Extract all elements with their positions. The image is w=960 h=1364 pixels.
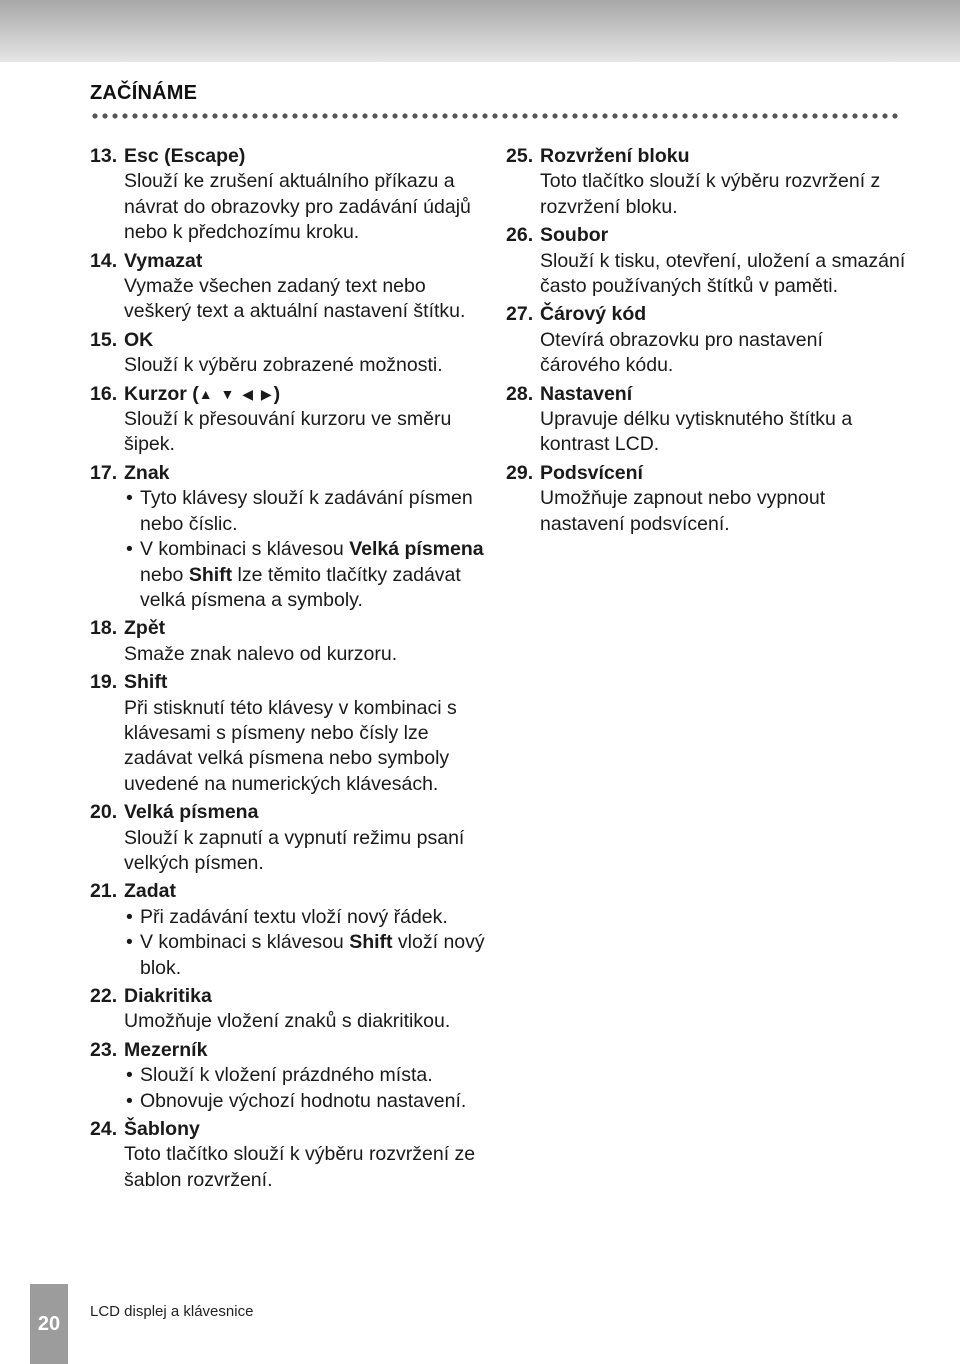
key-item-shift — [90, 670, 490, 797]
item-number: 14. — [90, 249, 118, 272]
item-number: 24. — [90, 1118, 118, 1141]
bullet-item — [124, 537, 490, 613]
item-number: 20. — [90, 801, 118, 824]
bullet-list — [90, 486, 490, 613]
key-item-mezernik — [90, 1038, 490, 1114]
key-item-diakritika — [90, 984, 490, 1035]
item-description: Slouží k přesouvání kurzoru ve směru šipek. — [124, 408, 452, 456]
item-title: Kurzor ( — [124, 382, 199, 405]
bullet-text: vloží nový blok. — [140, 931, 485, 979]
page-number-tab — [30, 1284, 68, 1364]
key-item-sablony — [90, 1117, 490, 1193]
item-title-close: ) — [273, 382, 281, 405]
item-description: Vymaže všechen zadaný text nebo veškerý text a aktuální nastavení štítku. — [124, 275, 466, 323]
key-item-podsviceni — [506, 461, 906, 537]
item-title: Znak — [124, 461, 170, 484]
bullet-text: V kombinaci s klávesou — [140, 538, 350, 561]
item-title: Esc (Escape) — [124, 145, 246, 167]
item-number: 19. — [90, 671, 118, 694]
page-number: 20 — [37, 1312, 61, 1335]
key-item-vymazat — [90, 249, 490, 325]
item-number: 21. — [90, 880, 118, 903]
item-title: Čárový kód — [540, 303, 647, 326]
item-number: 26. — [506, 224, 534, 247]
item-description: Slouží ke zrušení aktuálního příkazu a návrat do obrazovky pro zadávání údajů nebo k předchozímu kroku. — [124, 170, 471, 244]
item-title: Zpět — [124, 617, 166, 640]
key-name: Velká písmena — [349, 538, 484, 561]
item-title: Shift — [124, 671, 168, 694]
item-title: Rozvržení bloku — [540, 145, 690, 167]
dotted-divider — [90, 111, 900, 121]
key-name: Shift — [188, 563, 233, 586]
key-item-ok — [90, 328, 490, 379]
left-column — [90, 144, 490, 1196]
item-title: OK — [124, 328, 154, 351]
key-item-kurzor — [90, 382, 490, 458]
item-number: 15. — [90, 328, 118, 351]
arrow-keys-icon: ▲ ▼ ◀ ▶ — [198, 385, 274, 402]
chapter-label: LCD displej a klávesnice — [90, 1303, 254, 1320]
bullet-text: V kombinaci s klávesou — [140, 931, 350, 954]
item-description: Toto tlačítko slouží k výběru rozvržení z rozvržení bloku. — [540, 170, 881, 218]
item-title: Mezerník — [124, 1038, 208, 1061]
item-number: 18. — [90, 617, 118, 640]
item-title: Podsvícení — [540, 461, 643, 484]
item-title: Šablony — [124, 1118, 200, 1141]
item-description: Upravuje délku vytisknutého štítku a kontrast LCD. — [540, 408, 853, 456]
item-number: 25. — [506, 145, 534, 167]
item-title: Velká písmena — [124, 801, 259, 824]
right-column — [506, 144, 906, 540]
item-description: Toto tlačítko slouží k výběru rozvržení ze šablon rozvržení. — [124, 1143, 476, 1191]
item-description: Při stisknutí této klávesy v kombinaci s klávesami s písmeny nebo čísly lze zadávat velká písmena nebo symboly uvedené na numerických klávesách. — [124, 696, 457, 795]
bullet-item: • Slouží k vložení prázdného místa. — [124, 1063, 490, 1088]
item-title: Soubor — [540, 224, 609, 247]
item-title: Nastavení — [540, 382, 633, 405]
key-item-znak — [90, 461, 490, 613]
key-item-zpet — [90, 616, 490, 667]
header-band — [0, 0, 960, 62]
item-number: 13. — [90, 145, 118, 167]
item-description: Slouží k zapnutí a vypnutí režimu psaní velkých písmen. — [124, 826, 465, 874]
item-description: Otevírá obrazovku pro nastavení čárového kódu. — [540, 328, 823, 377]
item-title: Diakritika — [124, 985, 212, 1007]
bullet-text: lze těmito tlačítky zadávat velká písmena a symboly. — [140, 563, 461, 611]
key-item-zadat — [90, 879, 490, 981]
key-item-rozvrzeni-bloku — [506, 144, 906, 220]
item-number: 22. — [90, 985, 118, 1007]
bullet-item: • Tyto klávesy slouží k zadávání písmen nebo číslic. — [124, 486, 490, 537]
item-description: Umožňuje zapnout nebo vypnout nastavení podsvícení. — [540, 487, 826, 535]
item-number: 23. — [90, 1038, 118, 1061]
item-description: Slouží k výběru zobrazené možnosti. — [124, 354, 443, 377]
key-item-nastaveni — [506, 382, 906, 458]
item-number: 29. — [506, 461, 534, 484]
bullet-item: • Obnovuje výchozí hodnotu nastavení. — [124, 1089, 490, 1114]
item-description: Smaže znak nalevo od kurzoru. — [124, 642, 398, 665]
item-title: Zadat — [124, 880, 177, 903]
item-number: 16. — [90, 382, 118, 405]
bullet-item — [124, 930, 490, 981]
item-title: Vymazat — [124, 249, 203, 272]
item-number: 17. — [90, 461, 118, 484]
item-number: 27. — [506, 303, 534, 326]
key-item-soubor — [506, 223, 906, 299]
bullet-list — [90, 905, 490, 981]
bullet-item: • Při zadávání textu vloží nový řádek. — [124, 905, 490, 930]
key-item-esc — [90, 144, 490, 246]
item-description: Slouží k tisku, otevření, uložení a smazání často používaných štítků v paměti. — [540, 249, 906, 298]
section-title: ZAČÍNÁME — [90, 82, 198, 104]
bullet-list — [90, 1063, 490, 1114]
item-number: 28. — [506, 382, 534, 405]
key-item-velka-pismena — [90, 800, 490, 876]
key-item-carovy-kod — [506, 302, 906, 378]
item-description: Umožňuje vložení znaků s diakritikou. — [124, 1010, 451, 1033]
key-name: Shift — [349, 931, 393, 954]
bullet-text: nebo — [140, 563, 189, 586]
